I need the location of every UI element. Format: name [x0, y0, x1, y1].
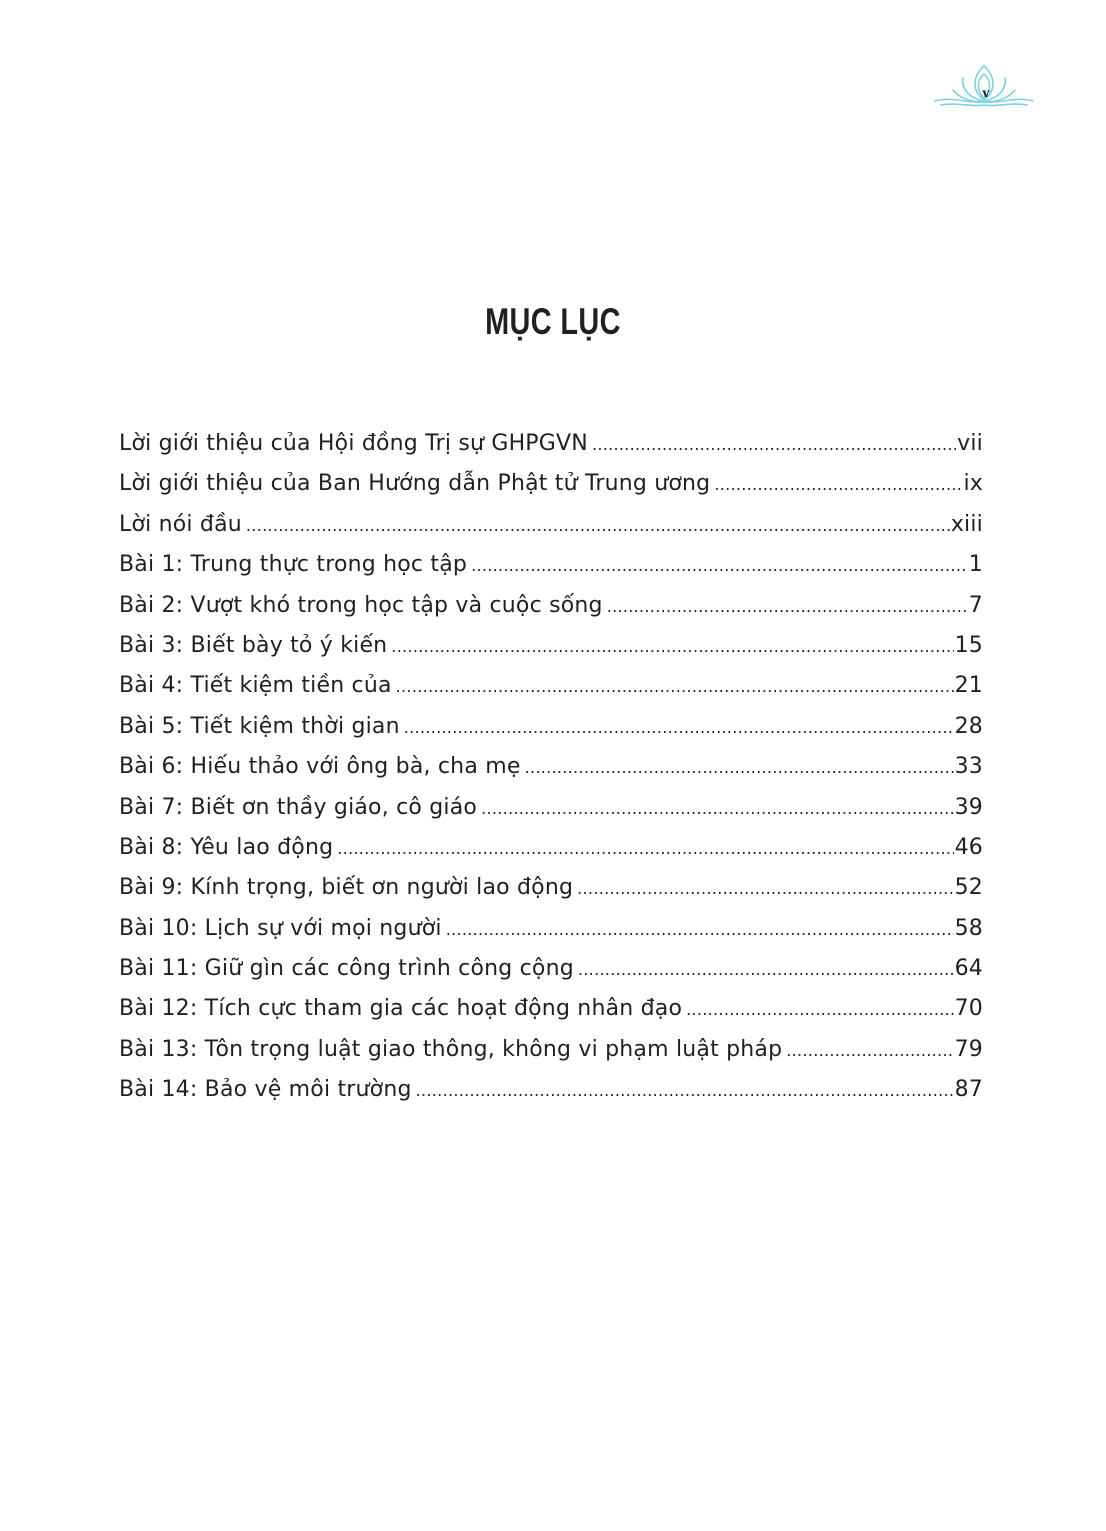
- toc-entry-title: Bài 11: Giữ gìn các công trình công cộng: [119, 956, 574, 982]
- toc-entry[interactable]: [119, 666, 983, 706]
- toc-entry[interactable]: [119, 868, 983, 908]
- toc-entry-title: Bài 10: Lịch sự với mọi người: [119, 915, 442, 941]
- toc-entry-page: 33: [954, 754, 983, 780]
- toc-entry-page: 64: [954, 956, 983, 982]
- dot-leader: [416, 1071, 954, 1111]
- toc-entry[interactable]: [119, 949, 983, 989]
- toc-entry-title: Bài 4: Tiết kiệm tiền của: [119, 673, 392, 699]
- dot-leader: [577, 869, 953, 909]
- page-title: MỤC LỤC: [485, 301, 621, 342]
- dot-leader: [337, 829, 953, 869]
- toc-entry-page: 7: [968, 592, 983, 618]
- toc-entry-title: Bài 13: Tôn trọng luật giao thông, không vi phạm luật pháp: [119, 1036, 783, 1062]
- toc-entry-title: Bài 5: Tiết kiệm thời gian: [119, 713, 400, 739]
- toc-entry[interactable]: [119, 464, 983, 504]
- dot-leader: [246, 506, 950, 546]
- toc-entry[interactable]: [119, 1070, 983, 1110]
- toc-entry[interactable]: [119, 1030, 983, 1070]
- lotus-icon: [933, 60, 1035, 110]
- toc-entry[interactable]: [119, 505, 983, 545]
- dot-leader: [592, 425, 956, 465]
- toc-entry-page: 79: [954, 1036, 983, 1062]
- toc-entry[interactable]: [119, 989, 983, 1029]
- dot-leader: [391, 627, 953, 667]
- toc-entry-page: 52: [954, 875, 983, 901]
- toc-entry-page: 39: [954, 794, 983, 820]
- toc-entry-page: 15: [954, 632, 983, 658]
- dot-leader: [607, 587, 968, 627]
- dot-leader: [525, 748, 954, 788]
- toc-entry[interactable]: [119, 586, 983, 626]
- toc-entry[interactable]: [119, 909, 983, 949]
- dot-leader: [686, 990, 953, 1030]
- toc-entry-title: Bài 2: Vượt khó trong học tập và cuộc sống: [119, 592, 603, 618]
- toc-entry-title: Bài 8: Yêu lao động: [119, 834, 334, 860]
- toc-entry-title: Bài 7: Biết ơn thầy giáo, cô giáo: [119, 794, 478, 820]
- toc-entry-title: Bài 9: Kính trọng, biết ơn người lao động: [119, 875, 574, 901]
- dot-leader: [714, 465, 962, 505]
- toc-entry[interactable]: [119, 828, 983, 868]
- dot-leader: [446, 910, 954, 950]
- toc-entry-page: 1: [968, 552, 983, 578]
- toc-entry-page: 70: [954, 996, 983, 1022]
- toc-entry-title: Lời giới thiệu của Ban Hướng dẫn Phật tử Trung ương: [119, 471, 711, 497]
- dot-leader: [404, 708, 954, 748]
- toc-entry[interactable]: [119, 707, 983, 747]
- toc-entry-title: Bài 12: Tích cực tham gia các hoạt động nhân đạo: [119, 996, 683, 1022]
- toc-entry-title: Bài 3: Biết bày tỏ ý kiến: [119, 632, 388, 658]
- dot-leader: [578, 950, 954, 990]
- toc-entry-title: Lời giới thiệu của Hội đồng Trị sự GHPGVN: [119, 431, 588, 456]
- toc-entry-page: ix: [963, 471, 983, 497]
- toc-entry[interactable]: [119, 424, 983, 464]
- toc-entry-page: xiii: [950, 511, 983, 537]
- dot-leader: [481, 789, 954, 829]
- toc-entry-page: 46: [954, 834, 983, 860]
- dot-leader: [786, 1031, 953, 1071]
- toc-entry-page: 58: [954, 915, 983, 941]
- toc-entry-page: 21: [954, 673, 983, 699]
- toc-entry-title: Bài 14: Bảo vệ môi trường: [119, 1077, 412, 1103]
- toc-entry-title: Bài 6: Hiếu thảo với ông bà, cha mẹ: [119, 754, 521, 780]
- toc-entry[interactable]: [119, 788, 983, 828]
- toc-entry[interactable]: [119, 747, 983, 787]
- dot-leader: [396, 667, 954, 707]
- page-number: v: [982, 86, 990, 100]
- dot-leader: [471, 546, 968, 586]
- table-of-contents: [119, 424, 983, 1111]
- toc-entry-page: 28: [954, 713, 983, 739]
- toc-entry-title: Bài 1: Trung thực trong học tập: [119, 552, 468, 578]
- toc-entry[interactable]: [119, 545, 983, 585]
- toc-entry-page: 87: [954, 1077, 983, 1103]
- toc-entry-title: Lời nói đầu: [119, 511, 242, 537]
- toc-entry[interactable]: [119, 626, 983, 666]
- toc-entry-page: vii: [957, 431, 983, 456]
